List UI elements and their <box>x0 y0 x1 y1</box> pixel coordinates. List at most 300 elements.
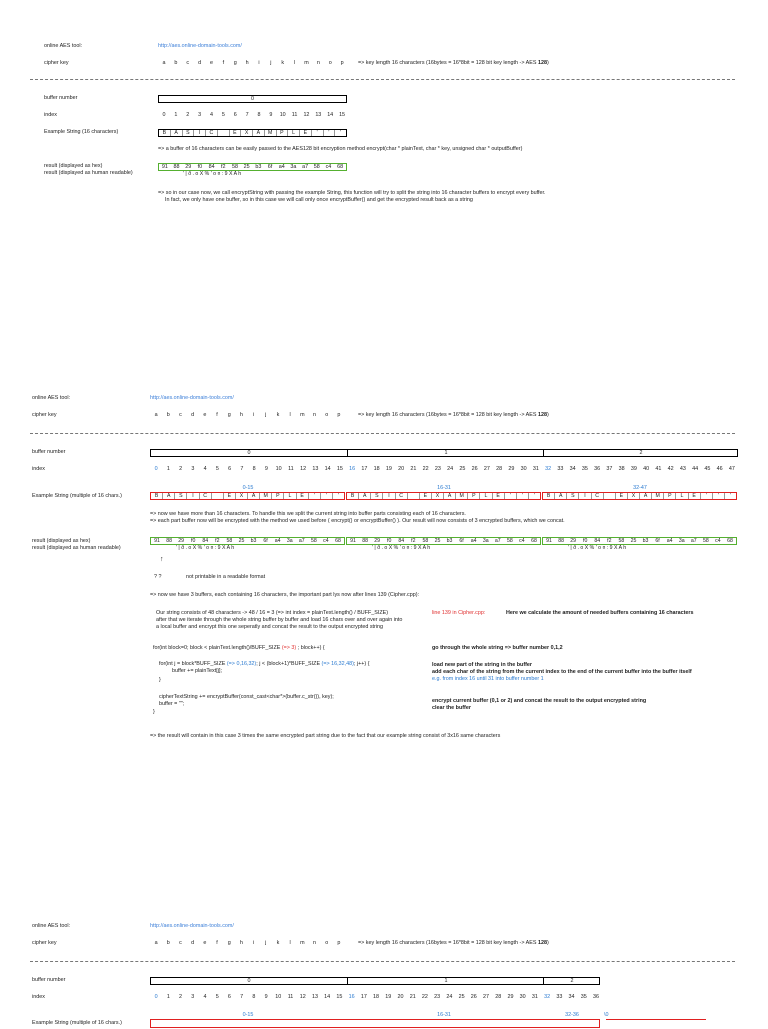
cell: a7 <box>298 538 305 544</box>
index-cell: 36 <box>594 466 601 472</box>
key-note-3: => key length 16 characters (16bytes = 16*8bit = 128 bit key length -> AES 128) <box>358 940 549 946</box>
index-cell: 7 <box>240 466 244 472</box>
key-char: l <box>289 412 291 418</box>
key-char: b <box>166 940 170 946</box>
index-cell: 47 <box>728 466 735 472</box>
consist-2: after that we iterate through the whole string buffer by buffer and load 16 chars over and over again into <box>156 617 403 623</box>
buffer-number-label: buffer number <box>44 95 78 101</box>
cell: L <box>284 493 296 499</box>
buffer-number-label-2: buffer number <box>32 449 66 455</box>
cell: ' <box>533 493 535 499</box>
result-hex-box <box>542 537 737 545</box>
index-cell: 9 <box>269 112 273 118</box>
buffer-bar-2 <box>150 449 738 457</box>
cell: I <box>187 493 199 499</box>
index-cell: 10 <box>275 994 282 1000</box>
hex-byte: b3 <box>255 164 262 170</box>
index-cell: 30 <box>519 994 526 1000</box>
consist-bold-note: Here we calculate the amount of needed buffers containing 16 characters <box>506 610 694 616</box>
cell: c4 <box>715 538 721 544</box>
key-char: e <box>209 60 213 66</box>
cell: S <box>175 493 187 499</box>
key-char: d <box>198 60 202 66</box>
cell: 29 <box>178 538 185 544</box>
key-char: l <box>293 60 296 66</box>
hex-byte: a7 <box>302 164 309 170</box>
example-string-label-2: Example String (multiple of 16 chars.) <box>32 493 122 499</box>
hex-byte: 29 <box>185 164 192 170</box>
consist-3: a local buffer and encrypt this one seperatly and concat the result to the output encrypted string <box>156 624 384 630</box>
index-cell: 15 <box>339 112 346 118</box>
key-char: h <box>245 60 249 66</box>
index-cell: 14 <box>324 994 331 1000</box>
cell: f2 <box>215 538 220 544</box>
line-ref: line 139 in Cipher.cpp: <box>432 610 486 616</box>
index-cell: 34 <box>568 994 575 1000</box>
index-cell: 11 <box>287 994 294 1000</box>
index-cell: 0 <box>154 994 158 1000</box>
key-char: g <box>233 60 237 66</box>
index-cell: 17 <box>360 994 367 1000</box>
cell: 58 <box>618 538 625 544</box>
cell <box>408 493 420 499</box>
tool-link-3[interactable]: http://aes.online-domain-tools.com/ <box>150 923 234 929</box>
index-cell: 6 <box>233 112 237 118</box>
key-char: g <box>227 412 231 418</box>
cell: 58 <box>506 538 513 544</box>
index-cell: 21 <box>410 466 417 472</box>
example-string-box <box>346 492 541 500</box>
cell: 29 <box>374 538 381 544</box>
result-human-label: result (displayed as human readable) <box>44 170 133 176</box>
key-char: b <box>166 412 170 418</box>
cell: 6f <box>263 538 268 544</box>
key-char: o <box>325 412 329 418</box>
key-char: k <box>276 940 280 946</box>
index-cell: 32 <box>544 994 551 1000</box>
buffer-bar-3 <box>150 977 600 985</box>
index-cell: 1 <box>166 466 170 472</box>
index-cell: 14 <box>327 112 334 118</box>
result-hex-box <box>150 537 345 545</box>
result-hex-label: result (displayed as hex) <box>44 163 103 169</box>
index-cell: 4 <box>203 466 207 472</box>
code-cipher-note-2: clear the buffer <box>432 705 471 711</box>
index-cell: 3 <box>198 112 202 118</box>
index-cell: 25 <box>458 994 465 1000</box>
cipher-key-chars <box>158 60 348 67</box>
index-cell: 38 <box>618 466 625 472</box>
key-char: n <box>316 60 320 66</box>
index-cell: 6 <box>227 994 231 1000</box>
index-cell: 42 <box>667 466 674 472</box>
index-cell: 35 <box>580 994 587 1000</box>
index-cell: 0 <box>154 466 158 472</box>
hex-byte: 58 <box>313 164 320 170</box>
cell: b3 <box>642 538 649 544</box>
buffer-segment-label: 0 <box>247 978 251 984</box>
key-char: g <box>227 940 231 946</box>
cell: f2 <box>607 538 612 544</box>
key-char: m <box>300 940 305 946</box>
example-string-box <box>158 129 347 137</box>
result-hex-box <box>346 537 541 545</box>
cell: a4 <box>666 538 673 544</box>
index-cell: 23 <box>434 994 441 1000</box>
buffer-bar <box>158 95 347 103</box>
range-labels-2 <box>150 485 738 492</box>
index-cell: 27 <box>483 994 490 1000</box>
code-cipher-note-1: encrypt current buffer (0,1 or 2) and concat the result to the output encrypted string <box>432 698 647 704</box>
index-cell: 3 <box>191 466 195 472</box>
key-char: n <box>313 940 317 946</box>
cell: ' <box>729 493 731 499</box>
index-cell: 33 <box>557 466 564 472</box>
index-cell: 5 <box>215 994 219 1000</box>
key-char: o <box>328 60 332 66</box>
cell: 25 <box>238 538 245 544</box>
index-cell: 16 <box>348 994 355 1000</box>
code-inner-note-1: load new part of the string in the buffer <box>432 662 533 668</box>
key-char: i <box>252 412 255 418</box>
code-for-note: go through the whole string => buffer number 0,1,2 <box>432 645 563 651</box>
key-char: j <box>265 412 267 418</box>
cell: 91 <box>546 538 552 544</box>
cell: C <box>200 493 212 499</box>
hex-byte: 91 <box>161 164 168 170</box>
example-char: M <box>265 130 277 136</box>
hex-byte: 58 <box>231 164 238 170</box>
cell: S <box>371 493 383 499</box>
key-char: c <box>179 412 182 418</box>
index-cell: 8 <box>252 994 256 1000</box>
key-char: o <box>325 940 329 946</box>
example-char: A <box>171 130 183 136</box>
hex-byte: 84 <box>208 164 215 170</box>
terminator: \0 <box>604 1012 609 1018</box>
index-cell: 13 <box>311 994 318 1000</box>
cell: B <box>151 493 163 499</box>
code-inner-note-2: add each char of the string from the current index to the end of the current buffer into the buffer itself <box>432 669 692 675</box>
cell: 25 <box>434 538 441 544</box>
index-cell: 37 <box>606 466 613 472</box>
index-cell: 25 <box>459 466 466 472</box>
cell: A <box>640 493 652 499</box>
cell: a7 <box>690 538 697 544</box>
cell: a7 <box>494 538 501 544</box>
cell: E <box>616 493 628 499</box>
index-cell: 9 <box>264 466 268 472</box>
cell: 88 <box>362 538 368 544</box>
example-char: L <box>288 130 300 136</box>
key-char: j <box>265 940 267 946</box>
hex-byte: c4 <box>325 164 332 170</box>
example-char <box>218 130 230 136</box>
key-char: f <box>222 60 225 66</box>
index-cell: 41 <box>655 466 662 472</box>
cell: S <box>567 493 579 499</box>
note-case-2: In fact, we only have one buffer, so in this case we will call only once encryptBuffer() and get the encrypted result back as a string <box>165 197 473 203</box>
cipher-key-chars-2 <box>150 412 345 419</box>
cell: ' <box>309 493 321 499</box>
index-cell: 45 <box>704 466 711 472</box>
code-close-inner: } <box>159 677 161 683</box>
index-cell: 5 <box>215 466 219 472</box>
index-cell: 12 <box>300 466 307 472</box>
note-split-2: => each part buffer now will be encrypted with the method we used before ( encrypt() or encryptBuffer() ). Our result will now consists of 3 encrypted buffers, which we concat. <box>150 518 565 524</box>
cell: 68 <box>335 538 341 544</box>
index-cell: 29 <box>508 466 515 472</box>
cell: 58 <box>422 538 429 544</box>
key-char: a <box>154 940 158 946</box>
range-label: 32-47 <box>633 485 647 491</box>
index-cell: 6 <box>228 466 232 472</box>
cell: M <box>652 493 664 499</box>
cell: 84 <box>202 538 209 544</box>
example-char: C <box>206 130 218 136</box>
key-note-2: => key length 16 characters (16bytes = 16*8bit = 128 bit key length -> AES 128) <box>358 412 549 418</box>
index-cell: 16 <box>349 466 356 472</box>
result-human-2 <box>150 545 738 553</box>
index-cell: 18 <box>373 466 380 472</box>
cell: 88 <box>166 538 172 544</box>
example-char: E <box>300 130 312 136</box>
index-cell: 10 <box>275 466 282 472</box>
cell: X <box>236 493 248 499</box>
cell: 58 <box>702 538 709 544</box>
hex-byte: 88 <box>173 164 180 170</box>
cell: 58 <box>310 538 317 544</box>
code-for-inner: for(int j = block*BUFF_SIZE (=> 0,16,32); j < (block+1)*BUFF_SIZE (=> 16,32,48); j++) { <box>159 661 370 667</box>
key-char: p <box>337 940 341 946</box>
cell: 6f <box>655 538 660 544</box>
cell: A <box>163 493 175 499</box>
example-string-box <box>542 492 737 500</box>
cell: 29 <box>570 538 577 544</box>
tool-link[interactable]: http://aes.online-domain-tools.com/ <box>158 43 242 49</box>
cell: X <box>628 493 640 499</box>
divider-2 <box>30 433 735 434</box>
note-case-1: => so in our case now, we call encryptString with passing the example String, this function will try to split the string into 16 character buffers to encrypt every buffer. <box>158 190 546 196</box>
cell: 84 <box>594 538 601 544</box>
cell: P <box>272 493 284 499</box>
cell: L <box>676 493 688 499</box>
index-label-3: index <box>32 994 45 1000</box>
code-clear: buffer = ""; <box>159 701 185 707</box>
note-result: => the result will contain in this case 3 times the same encrypted part string due to the fact that our example string consist of 3x16 same characters <box>150 733 501 739</box>
index-cell: 12 <box>303 112 310 118</box>
index-cell: 10 <box>279 112 286 118</box>
divider <box>30 79 735 80</box>
index-cell: 31 <box>532 466 539 472</box>
buffer-segment-label: 1 <box>347 978 544 984</box>
index-cell: 28 <box>496 466 503 472</box>
index-cell: 32 <box>545 466 552 472</box>
buffer-segment-label: 2 <box>543 450 738 456</box>
index-cell: 7 <box>240 994 244 1000</box>
index-cell: 46 <box>716 466 723 472</box>
index-cell: 11 <box>288 466 294 472</box>
cell: 25 <box>630 538 637 544</box>
online-tool-label-2: online AES tool: <box>32 395 71 401</box>
cell: 91 <box>350 538 356 544</box>
index-cell: 1 <box>166 994 170 1000</box>
cell: E <box>224 493 236 499</box>
index-cell: 8 <box>252 466 256 472</box>
index-cell: 21 <box>409 994 416 1000</box>
cell: 3a <box>482 538 489 544</box>
index-cell: 20 <box>398 466 405 472</box>
index-cell: 3 <box>191 994 195 1000</box>
key-char: j <box>270 60 272 66</box>
index-cell: 18 <box>373 994 380 1000</box>
index-cell: 4 <box>203 994 207 1000</box>
cell: 88 <box>558 538 564 544</box>
buffer-segment-label: 0 <box>247 450 251 456</box>
cipher-key-label-3: cipher key <box>32 940 57 946</box>
cell: ' <box>517 493 529 499</box>
range-label: 16-31 <box>437 485 451 491</box>
key-char: k <box>281 60 285 66</box>
key-char: a <box>154 412 158 418</box>
tool-link-2[interactable]: http://aes.online-domain-tools.com/ <box>150 395 234 401</box>
index-cell: 19 <box>385 466 392 472</box>
example-char: E <box>230 130 242 136</box>
index-cell: 31 <box>531 994 538 1000</box>
divider-3 <box>30 961 735 962</box>
index-label: index <box>44 112 57 118</box>
index-cell: 5 <box>221 112 225 118</box>
cell: B <box>347 493 359 499</box>
cipher-key-chars-3 <box>150 940 345 947</box>
index-cell: 17 <box>361 466 368 472</box>
key-char: d <box>191 412 195 418</box>
cell: C <box>592 493 604 499</box>
code-close-outer: } <box>153 709 155 715</box>
example-char: X <box>241 130 253 136</box>
not-printable-note: not printable in a readable format <box>186 574 266 580</box>
key-char: h <box>239 940 243 946</box>
index-label-2: index <box>32 466 45 472</box>
cell: f0 <box>387 538 392 544</box>
range-label: 0-15 <box>242 485 254 491</box>
range-label: 16-31 <box>437 1012 451 1018</box>
cell: c4 <box>519 538 525 544</box>
example-char: B <box>159 130 171 136</box>
example-char: A <box>253 130 265 136</box>
cell: 3a <box>286 538 293 544</box>
index-cell: 20 <box>397 994 404 1000</box>
cell: A <box>555 493 567 499</box>
cell: f0 <box>583 538 588 544</box>
cell: M <box>456 493 468 499</box>
index-cell: 22 <box>422 466 429 472</box>
cell: b3 <box>446 538 453 544</box>
index-cell: 30 <box>520 466 527 472</box>
cell: c4 <box>323 538 329 544</box>
index-cell: 27 <box>483 466 490 472</box>
online-tool-label: online AES tool: <box>44 43 83 49</box>
key-char: f <box>216 412 218 418</box>
range-label: 0-15 <box>242 1012 254 1018</box>
index-cell: 43 <box>679 466 686 472</box>
index-cell: 2 <box>186 112 190 118</box>
key-char: p <box>337 412 341 418</box>
buffer-note: => a buffer of 16 characters can be easily passed to the AES128 bit encryption method encrypt(char * plainText, char * key, unsigned char * outputBuffer) <box>158 146 523 152</box>
example-char: P <box>277 130 289 136</box>
index-cell: 29 <box>507 994 514 1000</box>
cell <box>212 493 224 499</box>
index-cell: 9 <box>264 994 268 1000</box>
index-row <box>158 112 348 119</box>
key-char: e <box>203 412 207 418</box>
online-tool-label-3: online AES tool: <box>32 923 71 929</box>
cell: f2 <box>411 538 416 544</box>
result-human: ' | ð . o X % ' o ¤ : 9 X A h <box>183 171 242 177</box>
example-string-overflow-3 <box>606 1019 706 1029</box>
cell: P <box>664 493 676 499</box>
cell: b3 <box>250 538 257 544</box>
index-cell: 2 <box>179 994 183 1000</box>
index-cell: 1 <box>174 112 178 118</box>
hex-byte: 3a <box>290 164 297 170</box>
index-cell: 7 <box>245 112 249 118</box>
index-cell: 19 <box>385 994 392 1000</box>
index-cell: 12 <box>299 994 306 1000</box>
index-cell: 8 <box>257 112 261 118</box>
cell: 84 <box>398 538 405 544</box>
index-cell: 15 <box>336 994 343 1000</box>
cell: I <box>383 493 395 499</box>
key-char: c <box>186 60 190 66</box>
result-human-label-2: result (displayed as human readable) <box>32 545 121 551</box>
hex-byte: 6f <box>267 164 273 170</box>
index-cell: 33 <box>556 994 563 1000</box>
cell: E <box>297 493 309 499</box>
key-char: l <box>289 940 291 946</box>
index-cell: 44 <box>692 466 699 472</box>
cell: E <box>420 493 432 499</box>
cell: 6f <box>459 538 464 544</box>
key-char: p <box>340 60 344 66</box>
key-char: h <box>239 412 243 418</box>
index-cell: 4 <box>209 112 213 118</box>
example-char: ' <box>312 130 324 136</box>
buffer-segment-label: 1 <box>347 450 544 456</box>
question-marks: ? ? <box>154 574 162 580</box>
hex-byte: f0 <box>197 164 203 170</box>
consist-1: Our string consists of 48 characters -> 48 / 16 = 3 (=> int index = plainText.length() / BUFF_SIZE) <box>156 610 389 616</box>
cell: 68 <box>727 538 733 544</box>
cell: a4 <box>470 538 477 544</box>
example-string-label-3: Example String (multiple of 16 chars.) <box>32 1020 122 1026</box>
buffer-0-label: 0 <box>251 96 254 102</box>
cell: A <box>444 493 456 499</box>
result-human-part: ' | ð . o X % ' o ¤ : 9 X A h <box>568 545 627 551</box>
index-cell: 26 <box>470 994 477 1000</box>
index-cell: 39 <box>630 466 637 472</box>
example-string-boxes-2 <box>150 492 738 501</box>
example-char: ' <box>324 130 336 136</box>
cell: ' <box>337 493 339 499</box>
cell: a4 <box>274 538 281 544</box>
index-cell: 11 <box>291 112 298 118</box>
result-human-part: ' | ð . o X % ' o ¤ : 9 X A h <box>372 545 431 551</box>
index-cell: 13 <box>315 112 322 118</box>
range-label: 32-36 <box>565 1012 579 1018</box>
index-cell: 0 <box>162 112 166 118</box>
example-string-box <box>150 492 345 500</box>
